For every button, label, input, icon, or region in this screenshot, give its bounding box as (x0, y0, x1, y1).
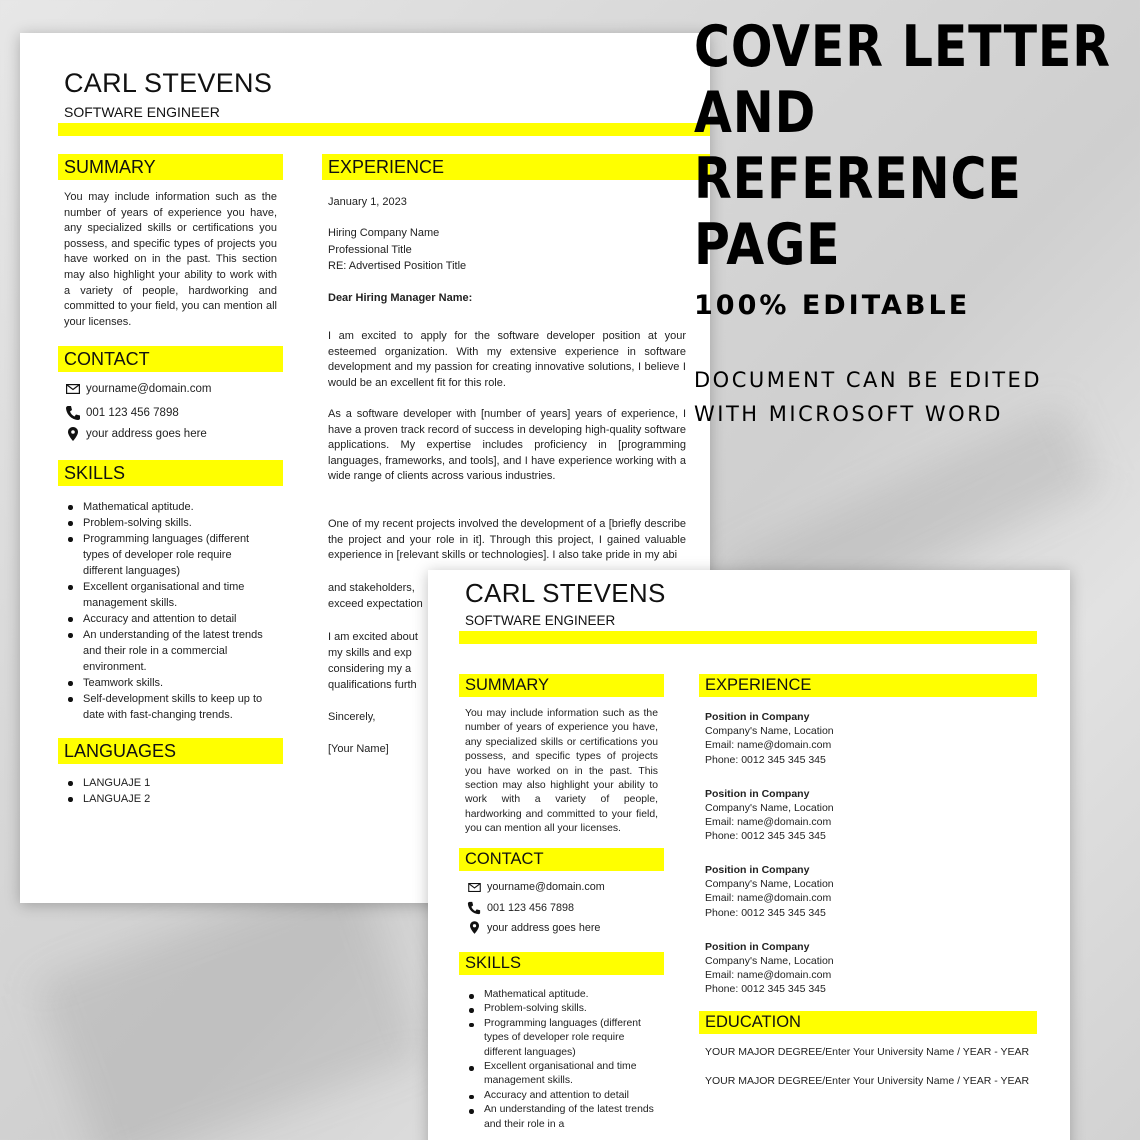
list-item: Excellent organisational and time management skills. (83, 579, 264, 611)
letter-paragraph-4-line: my skills and exp (328, 647, 412, 659)
list-item: Mathematical aptitude. (83, 499, 264, 515)
letter-paragraph-3-line: exceed expectation (328, 598, 423, 610)
languages-list (64, 775, 264, 807)
reference-company: Company's Name, Location (705, 878, 834, 891)
letter-paragraph-4-line: qualifications furth (328, 679, 417, 691)
location-pin-icon (461, 921, 487, 934)
list-item: Mathematical aptitude. (484, 988, 655, 1002)
skills-heading: SKILLS (459, 952, 664, 975)
summary-text: You may include information such as the number of years of experience you have, any specialized skills or certifications you possess, and specific types of projects you have worked on in the past. This section may also highlight your ability to work with a variety of people, hardworking and committed to your field, you can mention all your licenses. (465, 708, 658, 835)
contact-heading: CONTACT (459, 848, 664, 871)
promo-title (694, 14, 1111, 278)
list-item: Programming languages (different types of developer role require different languages) (83, 531, 264, 579)
reference-phone: Phone: 0012 345 345 345 (705, 753, 826, 766)
recipient-company: Hiring Company Name (328, 227, 440, 239)
contact-email-row (461, 881, 605, 893)
reference-position: Position in Company (705, 711, 810, 723)
summary-heading: SUMMARY (459, 674, 664, 697)
reference-page (428, 570, 1070, 1140)
list-item: Excellent organisational and time management skills. (484, 1060, 655, 1089)
contact-phone-row (60, 405, 179, 421)
recipient-re: RE: Advertised Position Title (328, 260, 467, 272)
reference-phone: Phone: 0012 345 345 345 (705, 830, 826, 843)
skills-heading: SKILLS (58, 460, 283, 486)
list-item: LANGUAJE 2 (83, 791, 264, 807)
promo-title-line: AND (694, 80, 817, 146)
reference-email: Email: name@domain.com (705, 968, 832, 981)
salutation: Dear Hiring Manager Name: (328, 292, 473, 304)
closing: Sincerely, (328, 711, 376, 723)
letter-paragraph-1: I am excited to apply for the software developer position at your esteemed organization. With my extensive experience in software development and my passion for creating innovative solutions, I believe I would be an excellent fit for this role. (328, 330, 686, 389)
contact-email: yourname@domain.com (487, 881, 605, 893)
reference-company: Company's Name, Location (705, 725, 834, 738)
envelope-icon (461, 883, 487, 892)
letter-paragraph-4-line: considering my a (328, 663, 412, 675)
promo-title-line: PAGE (694, 212, 841, 278)
reference-entry (705, 863, 834, 920)
header-bar (58, 123, 710, 136)
contact-email: yourname@domain.com (86, 383, 212, 395)
skills-list (64, 499, 264, 723)
experience-heading: EXPERIENCE (699, 674, 1037, 697)
promo-subtitle: 100% EDITABLE (694, 290, 971, 321)
background-shadow (36, 868, 424, 1140)
envelope-icon (60, 384, 86, 394)
contact-heading: CONTACT (58, 346, 283, 372)
experience-heading: EXPERIENCE (322, 154, 710, 180)
reference-phone: Phone: 0012 345 345 345 (705, 983, 826, 996)
promo-note (694, 363, 1042, 431)
reference-email: Email: name@domain.com (705, 815, 832, 828)
phone-icon (461, 901, 487, 915)
list-item: LANGUAJE 1 (83, 775, 264, 791)
reference-entry (705, 710, 834, 767)
contact-phone: 001 123 456 7898 (86, 407, 179, 419)
letter-paragraph-3-line: and stakeholders, (328, 582, 415, 594)
list-item: Accuracy and attention to detail (83, 611, 264, 627)
letter-paragraph-4-line: I am excited about (328, 631, 418, 643)
resume-name: CARL STEVENS (64, 68, 273, 98)
reference-position: Position in Company (705, 864, 810, 876)
resume-role: SOFTWARE ENGINEER (465, 613, 616, 628)
letter-date: January 1, 2023 (328, 196, 407, 208)
promo-title-line: COVER LETTER (694, 14, 1111, 80)
list-item: Problem-solving skills. (83, 515, 264, 531)
signature: [Your Name] (328, 743, 389, 755)
list-item: An understanding of the latest trends and their role in a (484, 1103, 655, 1132)
list-item: Self-development skills to keep up to date with fast-changing trends. (83, 693, 263, 721)
reference-entry (705, 787, 834, 844)
reference-email: Email: name@domain.com (705, 892, 832, 905)
skills-list (465, 988, 655, 1132)
contact-address-row (60, 427, 207, 441)
list-item: An understanding of the latest trends and their role in a commercial environment. (83, 629, 263, 673)
promo-title-line: REFERENCE (694, 146, 1022, 212)
promo-note-line: DOCUMENT CAN BE EDITED (694, 368, 1042, 392)
languages-heading: LANGUAGES (58, 738, 283, 764)
promo-note-line: WITH MICROSOFT WORD (694, 402, 1003, 426)
contact-phone-row (461, 901, 574, 915)
header-bar (459, 631, 1037, 644)
letter-paragraph-2: As a software developer with [number of years] years of experience, I have a proven track record of success in developing high-quality software applications. My expertise includes proficiency in [programming languages, frameworks, and tools], and I have experience working with a wide range of clients across various industries. (328, 408, 686, 483)
reference-phone: Phone: 0012 345 345 345 (705, 906, 826, 919)
education-heading: EDUCATION (699, 1011, 1037, 1034)
letter-paragraph-3: One of my recent projects involved the development of a [briefly describe the project and your role in it]. Through this project, I gained valuable experience in [relevant skills or technologies]. I also take pride in my abi (328, 518, 686, 562)
contact-email-row (60, 383, 211, 395)
reference-company: Company's Name, Location (705, 954, 834, 967)
list-item: Problem-solving skills. (484, 1002, 655, 1016)
summary-heading: SUMMARY (58, 154, 283, 180)
resume-role: SOFTWARE ENGINEER (64, 104, 220, 120)
reference-position: Position in Company (705, 787, 810, 800)
reference-entry (705, 940, 834, 997)
location-pin-icon (60, 427, 86, 441)
education-entry: YOUR MAJOR DEGREE/Enter Your University Name / YEAR - YEAR (705, 1075, 1030, 1087)
contact-address: your address goes here (86, 428, 207, 440)
reference-email: Email: name@domain.com (705, 739, 832, 752)
recipient-title: Professional Title (328, 244, 412, 256)
contact-address: your address goes here (487, 921, 601, 934)
contact-address-row (461, 921, 600, 934)
list-item: Programming languages (different types of developer role require different languages) (484, 1017, 655, 1060)
education-entry: YOUR MAJOR DEGREE/Enter Your University Name / YEAR - YEAR (705, 1046, 1030, 1058)
summary-text: You may include information such as the number of years of experience you have, any specialized skills or certifications you possess, and specific types of projects you have worked on in the past. This section may also highlight your ability to work with a variety of people, hardworking and committed to your field, you can mention all your licenses. (64, 191, 277, 328)
resume-name: CARL STEVENS (465, 578, 666, 608)
reference-company: Company's Name, Location (705, 801, 834, 814)
list-item: Accuracy and attention to detail (484, 1089, 655, 1103)
list-item: Teamwork skills. (83, 675, 264, 691)
contact-phone: 001 123 456 7898 (487, 902, 575, 914)
phone-icon (60, 405, 86, 421)
reference-position: Position in Company (705, 940, 810, 953)
